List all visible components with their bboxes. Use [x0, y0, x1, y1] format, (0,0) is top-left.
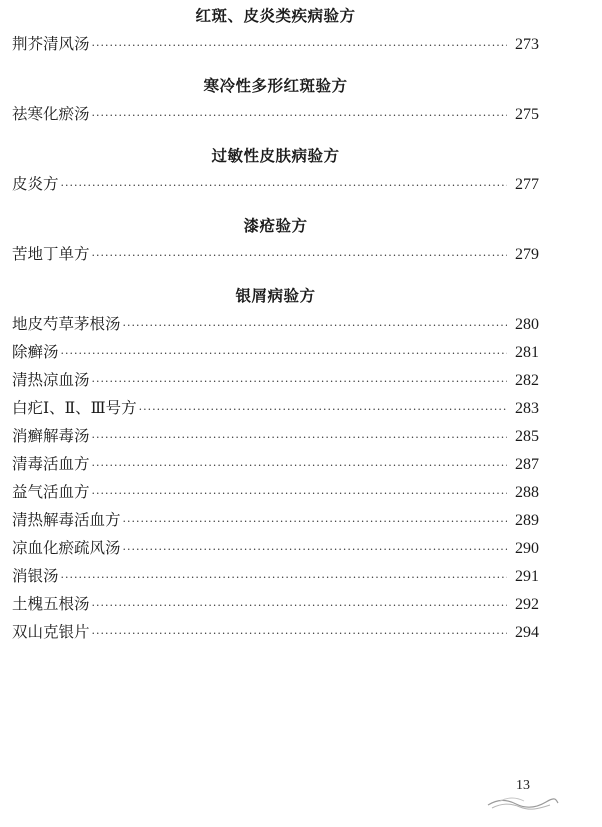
dot-leader	[92, 368, 507, 396]
wave-ornament-icon	[486, 796, 560, 810]
toc-entry[interactable]	[12, 534, 539, 562]
page-number: 13	[516, 778, 530, 793]
entry-title: 白疕Ⅰ、Ⅱ、Ⅲ号方	[12, 399, 137, 417]
entry-page-number: 283	[515, 400, 539, 417]
entry-title: 清热凉血汤	[12, 371, 90, 389]
entry-page-number: 292	[515, 596, 539, 613]
toc-entry[interactable]	[12, 450, 539, 478]
entry-title: 祛寒化瘀汤	[12, 105, 90, 123]
toc-entry[interactable]	[12, 618, 539, 646]
entry-title: 清毒活血方	[12, 455, 90, 473]
entry-title: 荆芥清风汤	[12, 35, 90, 53]
dot-leader	[123, 508, 507, 536]
toc-section	[12, 212, 539, 268]
toc-entry[interactable]	[12, 100, 539, 128]
toc-entry[interactable]	[12, 422, 539, 450]
entry-page-number: 290	[515, 540, 539, 557]
entry-page-number: 287	[515, 456, 539, 473]
entry-page-number: 281	[515, 344, 539, 361]
entry-page-number: 289	[515, 512, 539, 529]
toc-section	[12, 142, 539, 198]
toc-entry[interactable]	[12, 590, 539, 618]
section-title: 银屑病验方	[235, 287, 316, 305]
section-title: 红斑、皮炎类疾病验方	[195, 7, 356, 25]
toc-entry[interactable]	[12, 478, 539, 506]
entry-page-number: 275	[515, 106, 539, 123]
toc-section	[12, 72, 539, 128]
entry-page-number: 277	[515, 176, 539, 193]
entry-title: 除癣汤	[12, 343, 59, 361]
dot-leader	[92, 242, 507, 270]
dot-leader	[61, 564, 507, 592]
entry-page-number: 280	[515, 316, 539, 333]
entry-page-number: 279	[515, 246, 539, 263]
entry-title: 苦地丁单方	[12, 245, 90, 263]
section-title: 过敏性皮肤病验方	[211, 147, 340, 165]
dot-leader	[92, 592, 507, 620]
toc-section	[12, 282, 539, 646]
toc-entry[interactable]	[12, 394, 539, 422]
dot-leader	[61, 172, 507, 200]
entry-title: 土槐五根汤	[12, 595, 90, 613]
dot-leader	[92, 102, 507, 130]
entry-title: 地皮芍草茅根汤	[12, 315, 121, 333]
dot-leader	[92, 32, 507, 60]
section-title: 漆疮验方	[243, 217, 308, 235]
toc-entry[interactable]	[12, 240, 539, 268]
entry-title: 皮炎方	[12, 175, 59, 193]
entry-title: 双山克银片	[12, 623, 90, 641]
toc-section	[12, 2, 539, 58]
entry-page-number: 273	[515, 36, 539, 53]
dot-leader	[61, 340, 507, 368]
entry-title: 凉血化瘀疏风汤	[12, 539, 121, 557]
toc-entry[interactable]	[12, 310, 539, 338]
dot-leader	[92, 424, 507, 452]
table-of-contents	[12, 0, 539, 646]
toc-entry[interactable]	[12, 562, 539, 590]
toc-entry[interactable]	[12, 338, 539, 366]
entry-title: 消银汤	[12, 567, 59, 585]
entry-title: 消癣解毒汤	[12, 427, 90, 445]
toc-entry[interactable]	[12, 170, 539, 198]
dot-leader	[92, 620, 507, 648]
dot-leader	[139, 396, 507, 424]
dot-leader	[123, 312, 507, 340]
entry-page-number: 285	[515, 428, 539, 445]
entry-page-number: 291	[515, 568, 539, 585]
toc-entry[interactable]	[12, 30, 539, 58]
entry-page-number: 288	[515, 484, 539, 501]
entry-page-number: 282	[515, 372, 539, 389]
entry-title: 清热解毒活血方	[12, 511, 121, 529]
dot-leader	[92, 480, 507, 508]
entry-page-number: 294	[515, 624, 539, 641]
entry-title: 益气活血方	[12, 483, 90, 501]
toc-entry[interactable]	[12, 366, 539, 394]
section-title: 寒冷性多形红斑验方	[203, 77, 348, 95]
dot-leader	[92, 452, 507, 480]
dot-leader	[123, 536, 507, 564]
toc-entry[interactable]	[12, 506, 539, 534]
